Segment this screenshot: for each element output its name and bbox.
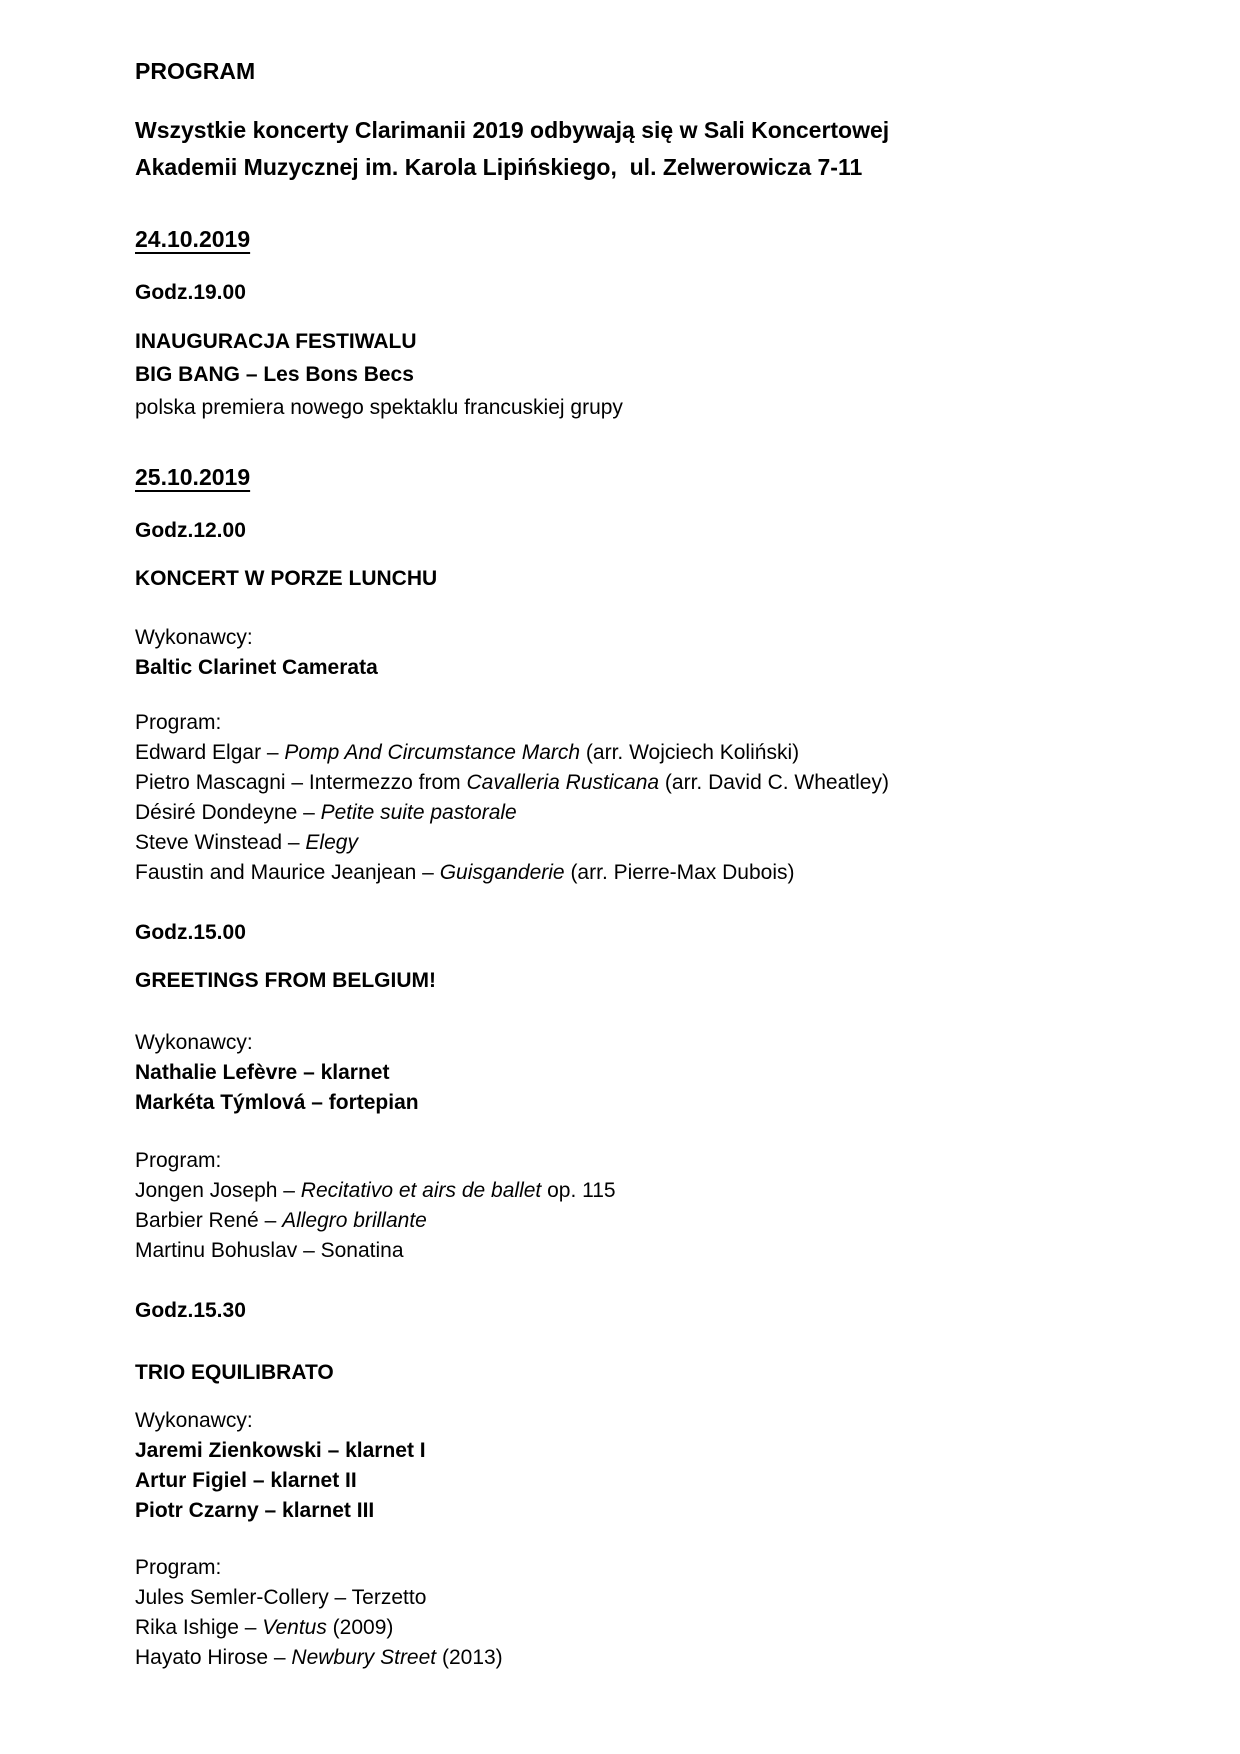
event-title-koncert-w-porze-lunchu: KONCERT W PORZE LUNCHU xyxy=(135,567,438,590)
program-block xyxy=(135,1553,1130,1673)
date-heading-24-10-2019: 24.10.2019 xyxy=(135,226,251,252)
program-item-composer: Barbier René – xyxy=(135,1209,283,1232)
event-title-block xyxy=(135,325,1130,424)
program-block xyxy=(135,1146,1130,1266)
program-item-note: op. 115 xyxy=(541,1179,616,1202)
performers-block xyxy=(135,1028,1130,1118)
program-item xyxy=(135,1176,1130,1206)
program-item-work-title: Elegy xyxy=(305,831,358,854)
program-item-note: (2013) xyxy=(436,1646,503,1669)
program-item-note: (arr. Pierre-Max Dubois) xyxy=(564,861,795,884)
performer: Markéta Týmlová – fortepian xyxy=(135,1091,419,1114)
intro-paragraph xyxy=(135,112,1130,186)
performers-label: Wykonawcy: xyxy=(135,1031,253,1054)
performers-block xyxy=(135,1406,1130,1526)
program-item-composer: Faustin and Maurice Jeanjean – xyxy=(135,861,440,884)
program-item xyxy=(135,1206,1130,1236)
program-item-note: (arr. David C. Wheatley) xyxy=(659,771,889,794)
program-item xyxy=(135,768,1130,798)
event-title-trio-equilibrato: TRIO EQUILIBRATO xyxy=(135,1361,334,1384)
program-item xyxy=(135,798,1130,828)
program-item-work-title: Petite suite pastorale xyxy=(320,801,517,824)
performer: Artur Figiel – klarnet II xyxy=(135,1469,357,1492)
program-item-work-title: Recitativo et airs de ballet xyxy=(300,1179,542,1202)
program-item-work-title: Allegro brillante xyxy=(282,1209,427,1232)
program-item-composer: Steve Winstead – xyxy=(135,831,306,854)
program-item-note: (2009) xyxy=(326,1616,394,1639)
program-item-composer: Hayato Hirose – xyxy=(135,1646,292,1669)
performer: Jaremi Zienkowski – klarnet I xyxy=(135,1439,426,1462)
event-time-12-00: Godz.12.00 xyxy=(135,519,246,542)
program-label: Program: xyxy=(135,1556,222,1579)
program-item-note: (arr. Wojciech Koliński) xyxy=(580,741,800,764)
program-item xyxy=(135,1583,1130,1613)
program-item xyxy=(135,858,1130,888)
program-item xyxy=(135,738,1130,768)
intro-line-1: Wszystkie koncerty Clarimanii 2019 odbywają się w Sali Koncertowej xyxy=(135,117,890,143)
program-item-work-title: Newbury Street xyxy=(291,1646,437,1669)
program-item-work-title: Pomp And Circumstance March xyxy=(284,741,581,764)
program-item-work-title: Guisganderie xyxy=(439,861,565,884)
performer: Piotr Czarny – klarnet III xyxy=(135,1499,375,1522)
date-heading-row xyxy=(135,222,1130,258)
program-item-work-title: Cavalleria Rusticana xyxy=(466,771,660,794)
intro-line-2: Akademii Muzycznej im. Karola Lipińskiego, ul. Zelwerowicza 7-11 xyxy=(135,154,863,180)
performers-block xyxy=(135,623,1130,683)
program-item-composer: Désiré Dondeyne – xyxy=(135,801,321,824)
event-title-line: BIG BANG – Les Bons Becs xyxy=(135,363,414,386)
event-time-15-00: Godz.15.00 xyxy=(135,921,246,944)
performers-label: Wykonawcy: xyxy=(135,626,253,649)
event-time-19-00: Godz.19.00 xyxy=(135,281,246,304)
event-time-15-30: Godz.15.30 xyxy=(135,1299,246,1322)
program-block xyxy=(135,708,1130,888)
performer: Baltic Clarinet Camerata xyxy=(135,656,378,679)
program-item xyxy=(135,828,1130,858)
event-subtitle: polska premiera nowego spektaklu francuskiej grupy xyxy=(135,396,623,419)
program-item-composer: Jules Semler-Collery – Terzetto xyxy=(135,1586,427,1609)
page-title: PROGRAM xyxy=(135,58,256,84)
program-item-composer: Martinu Bohuslav – Sonatina xyxy=(135,1239,404,1262)
date-heading-row xyxy=(135,460,1130,496)
program-item-composer: Jongen Joseph – xyxy=(135,1179,301,1202)
program-item-composer: Edward Elgar – xyxy=(135,741,285,764)
event-title-greetings-from-belgium: GREETINGS FROM BELGIUM! xyxy=(135,969,436,992)
program-item xyxy=(135,1613,1130,1643)
program-label: Program: xyxy=(135,1149,222,1172)
event-title-line: INAUGURACJA FESTIWALU xyxy=(135,330,417,353)
date-heading-25-10-2019: 25.10.2019 xyxy=(135,464,251,490)
program-label: Program: xyxy=(135,711,222,734)
program-item-composer: Pietro Mascagni – Intermezzo from xyxy=(135,771,467,794)
performer: Nathalie Lefèvre – klarnet xyxy=(135,1061,390,1084)
program-item-composer: Rika Ishige – xyxy=(135,1616,263,1639)
program-item-work-title: Ventus xyxy=(262,1616,327,1639)
performers-label: Wykonawcy: xyxy=(135,1409,253,1432)
program-item xyxy=(135,1236,1130,1266)
program-item xyxy=(135,1643,1130,1673)
